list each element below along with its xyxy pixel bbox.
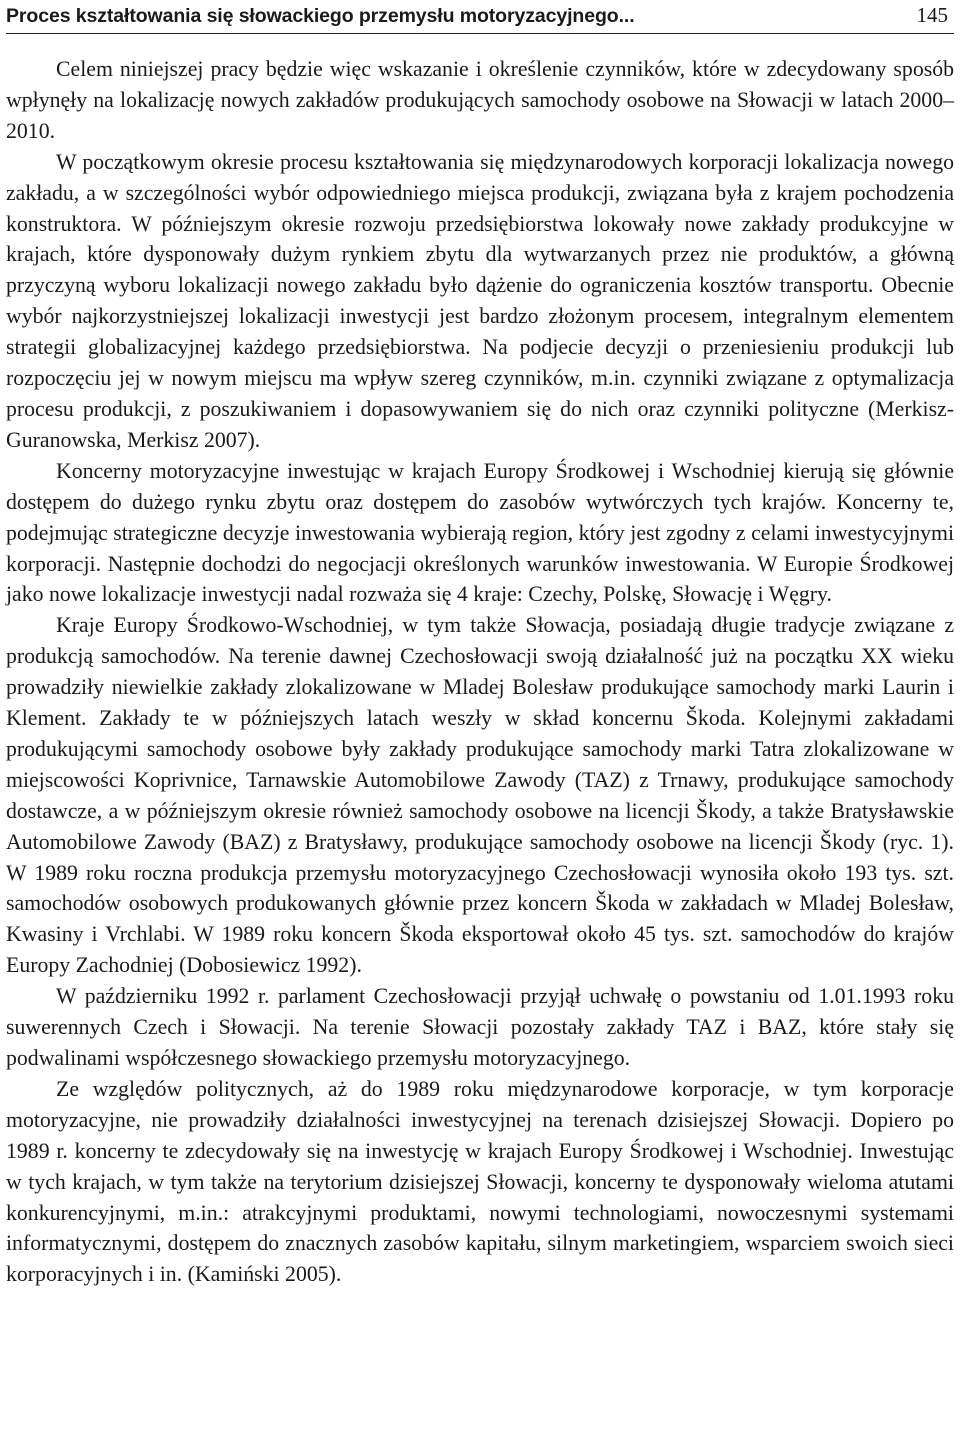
- paragraph-2: W początkowym okresie procesu kształtowania się międzynarodowych korporacji lokalizacja nowego zakładu, a w szczególności wybór odpowiedniego miejsca produkcji, związana była z krajem pochodzenia konstruktora. W późniejszym okresie rozwoju przedsiębiorstwa lokowały nowe zakłady produkcyjne w krajach, które dysponowały dużym rynkiem zbytu dla wytwarzanych przez nie produktów, a główną przyczyną wyboru lokalizacji nowego zakładu było dążenie do ograniczenia kosztów transportu. Obecnie wybór najkorzystniejszej lokalizacji inwestycji jest bardzo złożonym procesem, integralnym elementem strategii globalizacyjnej każdego przedsiębiorstwa. Na podjecie decyzji o przeniesieniu produkcji lub rozpoczęciu jej w nowym miejscu ma wpływ szereg czynników, m.in. czynniki związane z optymalizacja procesu produkcji, z poszukiwaniem i dopasowywaniem się do nich oraz czynniki polityczne (Merkisz-Guranowska, Merkisz 2007).: [6, 149, 954, 452]
- paragraph-4: Kraje Europy Środkowo-Wschodniej, w tym także Słowacja, posiadają długie tradycje związane z produkcją samochodów. Na terenie dawnej Czechosłowacji swoją działalność już na początku XX wieku prowadziły niewielkie zakłady zlokalizowane w Mladej Bolesław produkujące samochody marki Laurin i Klement. Zakłady te w późniejszych latach weszły w skład koncernu Škoda. Kolejnymi zakładami produkującymi samochody osobowe były zakłady produkujące samochody marki Tatra zlokalizowane w miejscowości Koprivnice, Tarnawskie Automobilowe Zawody (TAZ) z Trnawy, produkujące samochody dostawcze, a w późniejszym okresie również samochody osobowe na licencji Škody, a także Bratysławskie Automobilowe Zawody (BAZ) z Bratysławy, produkujące samochody osobowe na licencji Škody (ryc. 1). W 1989 roku roczna produkcja przemysłu motoryzacyjnego Czechosłowacji wynosiła około 193 tys. szt. samochodów osobowych produkowanych głównie przez koncern Škoda w zakładach w Mladej Bolesław, Kwasiny i Vrchlabi. W 1989 roku koncern Škoda eksportował około 45 tys. szt. samochodów do krajów Europy Zachodniej (Dobosiewicz 1992).: [6, 613, 954, 978]
- document-page: [6, 0, 954, 1290]
- page-number: 145: [916, 3, 948, 27]
- paragraph-6: Ze względów politycznych, aż do 1989 roku międzynarodowe korporacje, w tym korporacje motoryzacyjne, nie prowadziły działalności inwestycyjnej na terenach dzisiejszej Słowacji. Dopiero po 1989 r. koncerny te zdecydowały się na inwestycję w krajach Europy Środkowej i Wschodniej. Inwestując w tych krajach, w tym także na terytorium dzisiejszej Słowacji, koncerny te dysponowały wieloma atutami konkurencyjnymi, m.in.: atrakcyjnymi produktami, nowymi technologiami, nowoczesnymi systemami informatycznymi, dostępem do znacznych zasobów kapitału, silnym marketingiem, wsparciem swoich sieci korporacyjnych i in. (Kamiński 2005).: [6, 1076, 954, 1287]
- body-text: [6, 54, 954, 1290]
- paragraph-3: Koncerny motoryzacyjne inwestując w krajach Europy Środkowej i Wschodniej kierują się głównie dostępem do dużego rynku zbytu oraz dostępem do zasobów wytwórczych tych krajów. Koncerny te, podejmując strategiczne decyzje inwestowania wybierają region, który jest zgodny z celami inwestycyjnymi korporacji. Następnie dochodzi do negocjacji określonych warunków inwestowania. W Europie Środkowej jako nowe lokalizacje inwestycji nadal rozważa się 4 kraje: Czechy, Polskę, Słowację i Węgry.: [6, 458, 954, 607]
- paragraph-1: Celem niniejszej pracy będzie więc wskazanie i określenie czynników, które w zdecydowany sposób wpłynęły na lokalizację nowych zakładów produkujących samochody osobowe na Słowacji w latach 2000–2010.: [6, 57, 954, 143]
- running-header: [6, 2, 954, 34]
- header-title: Proces kształtowania się słowackiego przemysłu motoryzacyjnego...: [6, 5, 635, 27]
- paragraph-5: W październiku 1992 r. parlament Czechosłowacji przyjął uchwałę o powstaniu od 1.01.1993 roku suwerennych Czech i Słowacji. Na terenie Słowacji pozostały zakłady TAZ i BAZ, które stały się podwalinami współczesnego słowackiego przemysłu motoryzacyjnego.: [6, 984, 954, 1070]
